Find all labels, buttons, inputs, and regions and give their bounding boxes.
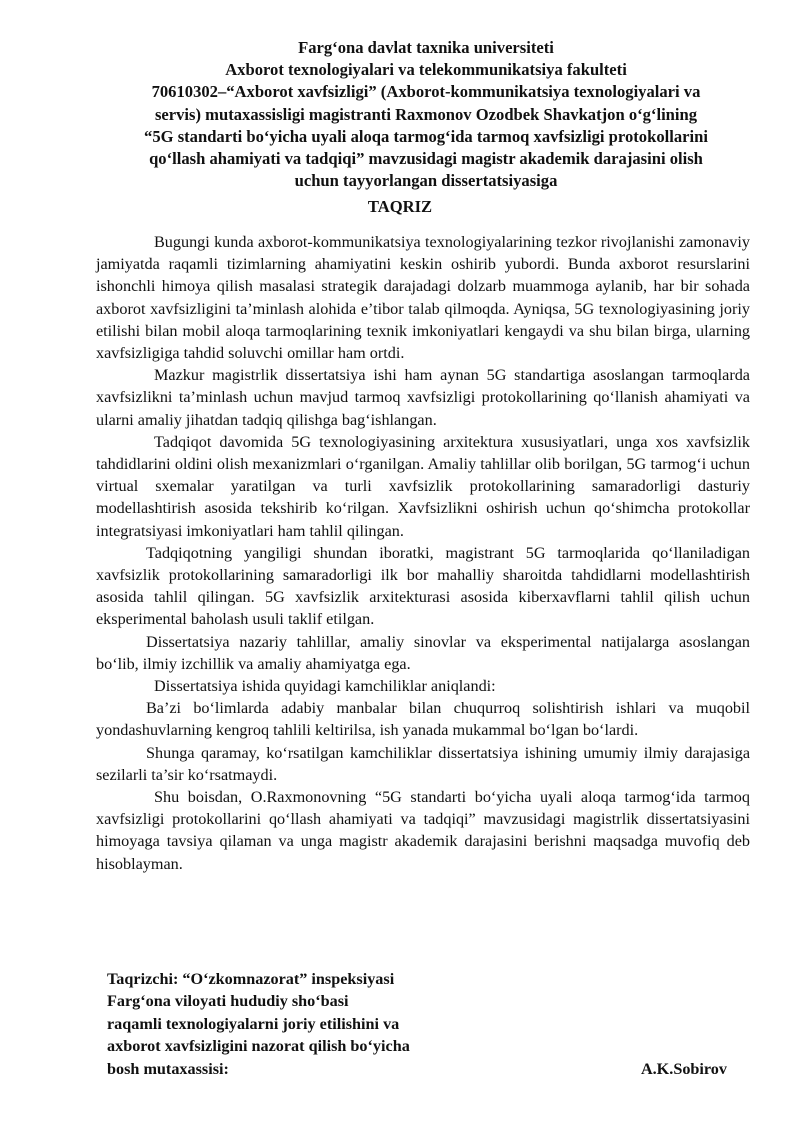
- paragraph: Tadqiqot davomida 5G texnologiyasining arxitektura xususiyatlari, unga xos xavfsizlik tahdidlarini oldini olish mexanizmlari o‘rganilgan. Amaliy tahlillar olib borilgan, 5G tarmog‘i uchun virtual sxemalar yaratilgan va turli xavfsizlik protokollarining samaradorligi dasturiy modellashtirish asosida tekshirib ko‘rilgan. Xavfsizlikni oshirish uchun qo‘shimcha protokollar integratsiyasi imkoniyatlari ham tahlil qilingan.: [96, 432, 750, 540]
- header-line: qo‘llash ahamiyati va tadqiqi” mavzusidagi magistr akademik darajasini olish: [149, 149, 703, 169]
- reviewer-line: Farg‘ona viloyati hududiy sho‘basi: [107, 992, 349, 1011]
- paragraph: Ba’zi bo‘limlarda adabiy manbalar bilan chuqurroq solishtirish ishlari va muqobil yondashuvlarning kengroq tahlili keltirilsa, ish yanada mukammal bo‘lgan bo‘lardi.: [96, 699, 750, 740]
- reviewer-block: [107, 968, 747, 1080]
- paragraph: Shunga qaramay, ko‘rsatilgan kamchiliklar dissertatsiya ishining umumiy ilmiy darajasiga sezilarli ta’sir ko‘rsatmaydi.: [96, 743, 750, 784]
- paragraph: Bugungi kunda axborot-kommunikatsiya texnologiyalarining tezkor rivojlanishi zamonaviy jamiyatda raqamli tizimlarning ahamiyatini keskin oshirib yubordi. Bunda axborot resurslarini ishonchli himoya qilish masalasi strategik darajadagi dolzarb muammoga aylanib, har bir sohada axborot xavfsizligini ta’minlash alohida e’tibor talab qilmoqda. Ayniqsa, 5G texnologiyasining joriy etilishi bilan mobil aloqa tarmoqlarining texnik imkoniyatlari kengaydi va shu bilan birga, ularning xavfsizligiga tahdid soluvchi omillar ham ortdi.: [96, 233, 750, 363]
- paragraph: Shu boisdan, O.Raxmonovning “5G standarti bo‘yicha uyali aloqa tarmog‘ida tarmoq xavfsizligi protokollarini qo‘llash ahamiyati va tadqiqi” mavzusidagi magistrlik dissertatsiyasini himoyaga tavsiya qilaman va unga magistr akademik darajasini berishni maqsadga muvofiq deb hisoblayman.: [96, 788, 750, 873]
- document-title: TAQRIZ: [367, 197, 433, 216]
- document-header: [96, 37, 756, 192]
- header-line: 70610302–“Axborot xavfsizligi” (Axborot-kommunikatsiya texnologiyalari va: [151, 82, 701, 102]
- paragraph: Dissertatsiya ishida quyidagi kamchiliklar aniqlandi:: [154, 677, 496, 696]
- header-line: servis) mutaxassisligi magistranti Raxmonov Ozodbek Shavkatjon o‘g‘lining: [154, 104, 698, 124]
- header-line: Axborot texnologiyalari va telekommunikatsiya fakulteti: [225, 60, 627, 80]
- header-line: “5G standarti bo‘yicha uyali aloqa tarmog‘ida tarmoq xavfsizligi protokollarini: [144, 126, 708, 146]
- paragraph: Tadqiqotning yangiligi shundan iboratki, magistrant 5G tarmoqlarida qo‘llaniladigan xavfsizlik protokollarining samaradorligi ilk bor mahalliy sharoitda tahdidlarni modellashtirish asosida tahlil qilingan. 5G xavfsizlik arxitekturasi asosida kiberxavflarni tahlil qilish uchun eksperimental baholash usuli taklif etilgan.: [96, 543, 750, 629]
- reviewer-name: A.K.Sobirov: [640, 1059, 727, 1078]
- document-body: [96, 231, 750, 875]
- header-line: uchun tayyorlangan dissertatsiyasiga: [294, 171, 558, 191]
- paragraph: Mazkur magistrlik dissertatsiya ishi ham aynan 5G standartiga asoslangan tarmoqlarda xavfsizlikni ta’minlash uchun mavjud tarmoq xavfsizligi protokollarining qo‘llanish ahamiyati va ularni amaliy jihatdan tadqiq qilishga bag‘ishlangan.: [96, 366, 750, 429]
- reviewer-line: raqamli texnologiyalarni joriy etilishini va: [107, 1014, 400, 1033]
- header-line: Farg‘ona davlat taxnika universiteti: [298, 38, 554, 57]
- paragraph: Dissertatsiya nazariy tahlillar, amaliy sinovlar va eksperimental natijalarga asoslangan bo‘lib, ilmiy izchillik va amaliy ahamiyatga ega.: [96, 632, 750, 673]
- reviewer-line: axborot xavfsizligini nazorat qilish bo‘yicha: [107, 1037, 410, 1056]
- reviewer-line: Taqrizchi: “O‘zkomnazorat” inspeksiyasi: [107, 970, 395, 988]
- reviewer-line: bosh mutaxassisi:: [107, 1059, 229, 1078]
